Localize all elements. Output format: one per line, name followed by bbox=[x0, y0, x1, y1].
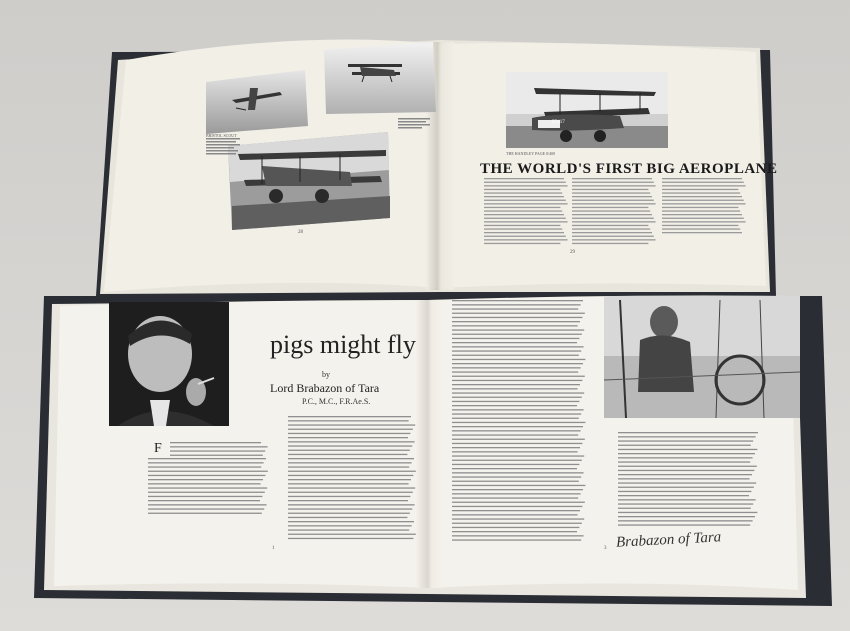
text-line bbox=[484, 196, 564, 197]
page-number-upper-right: 29 bbox=[570, 250, 575, 255]
text-line bbox=[148, 496, 262, 497]
text-line bbox=[452, 468, 577, 469]
text-line bbox=[148, 508, 264, 509]
text-line bbox=[662, 189, 738, 190]
text-line bbox=[452, 506, 582, 507]
photo-caption-scout: BRISTOL SCOUT bbox=[206, 133, 237, 138]
text-line bbox=[288, 521, 414, 522]
text-line bbox=[484, 214, 564, 215]
text-line bbox=[484, 225, 560, 226]
text-line bbox=[452, 476, 581, 477]
text-line bbox=[288, 458, 414, 459]
text-line bbox=[288, 529, 409, 530]
text-line bbox=[572, 218, 654, 219]
text-line bbox=[452, 472, 584, 473]
text-line bbox=[662, 185, 746, 186]
text-line bbox=[452, 304, 581, 305]
text-line bbox=[572, 185, 656, 186]
text-line bbox=[288, 424, 415, 425]
text-line bbox=[452, 434, 578, 435]
text-line bbox=[452, 325, 578, 326]
text-line bbox=[618, 495, 749, 496]
text-line bbox=[484, 221, 568, 222]
text-line bbox=[572, 189, 648, 190]
text-line bbox=[452, 308, 578, 309]
text-line bbox=[618, 508, 751, 509]
text-line bbox=[572, 203, 656, 204]
text-line bbox=[452, 481, 579, 482]
text-line bbox=[484, 232, 564, 233]
page-number-upper-left: 28 bbox=[298, 230, 303, 235]
text-line bbox=[452, 493, 581, 494]
text-line bbox=[618, 524, 750, 525]
text-line bbox=[452, 413, 581, 414]
text-line bbox=[484, 228, 562, 229]
text-line bbox=[452, 497, 578, 498]
text-line bbox=[148, 513, 262, 514]
text-line bbox=[452, 539, 581, 540]
text-line bbox=[484, 236, 566, 237]
text-line bbox=[572, 207, 648, 208]
text-line bbox=[452, 397, 582, 398]
photo-brabazon-aircraft bbox=[604, 296, 800, 418]
text-line bbox=[618, 436, 756, 437]
text-line bbox=[288, 504, 415, 505]
text-line bbox=[288, 441, 415, 442]
chapter-title: pigs might fly bbox=[270, 330, 416, 359]
photo-portrait-brabazon bbox=[109, 302, 229, 426]
aircraft-serial: F5417 bbox=[552, 120, 565, 125]
text-line bbox=[572, 236, 654, 237]
text-line bbox=[288, 538, 413, 539]
text-line bbox=[452, 321, 580, 322]
text-line bbox=[452, 510, 580, 511]
text-line bbox=[452, 409, 584, 410]
text-line bbox=[452, 342, 577, 343]
text-line bbox=[288, 433, 410, 434]
text-line bbox=[572, 182, 654, 183]
text-line bbox=[452, 380, 582, 381]
text-line bbox=[288, 508, 412, 509]
text-line bbox=[288, 475, 413, 476]
text-line bbox=[618, 478, 750, 479]
text-line bbox=[484, 200, 566, 201]
text-line bbox=[288, 445, 412, 446]
text-line bbox=[662, 228, 740, 229]
text-line bbox=[662, 232, 742, 233]
text-line bbox=[662, 214, 742, 215]
text-line bbox=[288, 471, 416, 472]
text-line bbox=[572, 228, 650, 229]
text-line bbox=[148, 475, 265, 476]
text-line bbox=[452, 313, 585, 314]
text-line bbox=[484, 203, 568, 204]
drop-cap: F bbox=[154, 441, 162, 456]
text-line bbox=[572, 243, 648, 244]
text-line bbox=[452, 418, 579, 419]
page-number-lower-left: 1 bbox=[272, 546, 275, 551]
text-line bbox=[618, 470, 754, 471]
text-line bbox=[662, 225, 738, 226]
text-line bbox=[288, 492, 413, 493]
text-line bbox=[618, 491, 751, 492]
text-line bbox=[288, 513, 410, 514]
text-line bbox=[484, 185, 568, 186]
text-line bbox=[484, 192, 562, 193]
text-line bbox=[452, 384, 580, 385]
text-line bbox=[288, 496, 410, 497]
text-line bbox=[148, 483, 261, 484]
author-name: Lord Brabazon of Tara bbox=[270, 381, 380, 395]
text-line bbox=[484, 182, 566, 183]
text-line bbox=[618, 466, 757, 467]
text-line bbox=[452, 502, 585, 503]
text-line bbox=[148, 466, 261, 467]
text-line bbox=[452, 485, 585, 486]
text-line bbox=[288, 479, 411, 480]
text-line bbox=[288, 517, 407, 518]
text-line bbox=[618, 445, 751, 446]
text-line bbox=[288, 500, 408, 501]
text-line bbox=[572, 225, 648, 226]
text-line bbox=[452, 535, 584, 536]
text-line bbox=[452, 367, 581, 368]
text-line bbox=[484, 178, 564, 179]
text-line bbox=[452, 363, 583, 364]
text-line bbox=[618, 440, 753, 441]
text-line bbox=[148, 458, 266, 459]
page-number-lower-right: 3 bbox=[604, 546, 607, 551]
text-line bbox=[618, 457, 753, 458]
text-line bbox=[452, 401, 579, 402]
text-line bbox=[452, 346, 584, 347]
text-line bbox=[452, 388, 578, 389]
text-line bbox=[452, 447, 580, 448]
text-line bbox=[452, 392, 584, 393]
text-line bbox=[452, 376, 585, 377]
text-line bbox=[170, 450, 265, 451]
text-line bbox=[662, 210, 740, 211]
text-line bbox=[148, 500, 260, 501]
text-line bbox=[170, 455, 263, 456]
text-line bbox=[662, 203, 746, 204]
text-line bbox=[452, 527, 579, 528]
author-signature: Brabazon of Tara bbox=[615, 529, 722, 551]
text-line bbox=[662, 196, 742, 197]
text-line bbox=[618, 474, 752, 475]
text-line bbox=[484, 218, 566, 219]
text-line bbox=[618, 499, 756, 500]
text-line bbox=[288, 483, 409, 484]
text-line bbox=[452, 426, 583, 427]
text-line bbox=[288, 420, 409, 421]
text-line bbox=[618, 487, 754, 488]
text-line bbox=[288, 450, 410, 451]
byline-by: by bbox=[322, 370, 330, 379]
text-line bbox=[618, 449, 757, 450]
text-line bbox=[452, 439, 585, 440]
text-line bbox=[662, 192, 740, 193]
text-line bbox=[288, 429, 413, 430]
photo-handley-page bbox=[506, 72, 668, 148]
text-line bbox=[288, 487, 415, 488]
text-line bbox=[572, 221, 656, 222]
text-line bbox=[288, 462, 412, 463]
text-line bbox=[452, 514, 578, 515]
text-line bbox=[452, 460, 582, 461]
text-line bbox=[618, 512, 757, 513]
text-line bbox=[572, 178, 652, 179]
photo-biplane-ground bbox=[228, 132, 390, 230]
text-line bbox=[288, 525, 412, 526]
text-line bbox=[148, 487, 267, 488]
text-line bbox=[452, 405, 577, 406]
text-line bbox=[148, 504, 267, 505]
text-line bbox=[170, 446, 268, 447]
text-line bbox=[572, 192, 650, 193]
text-line bbox=[452, 531, 577, 532]
text-line bbox=[618, 520, 753, 521]
text-line bbox=[662, 182, 744, 183]
text-line bbox=[288, 454, 407, 455]
text-line bbox=[618, 503, 753, 504]
text-line bbox=[484, 239, 568, 240]
text-line bbox=[452, 355, 579, 356]
text-line bbox=[618, 482, 756, 483]
text-line bbox=[572, 214, 652, 215]
text-line bbox=[662, 178, 742, 179]
text-line bbox=[452, 300, 583, 301]
text-line bbox=[148, 471, 268, 472]
text-line bbox=[148, 492, 265, 493]
text-line bbox=[452, 464, 579, 465]
text-line bbox=[452, 523, 582, 524]
text-line bbox=[572, 239, 656, 240]
photo-caption-handley: THE HANDLEY PAGE 0/400 bbox=[506, 151, 556, 156]
text-line bbox=[288, 437, 408, 438]
text-line bbox=[572, 200, 654, 201]
text-line bbox=[452, 359, 585, 360]
text-line bbox=[618, 516, 755, 517]
text-line bbox=[572, 210, 650, 211]
text-line bbox=[618, 453, 755, 454]
text-line bbox=[452, 451, 578, 452]
text-line bbox=[662, 207, 738, 208]
text-line bbox=[452, 317, 582, 318]
text-line bbox=[484, 210, 562, 211]
text-line bbox=[452, 329, 584, 330]
text-line bbox=[662, 200, 744, 201]
text-line bbox=[572, 196, 652, 197]
text-line bbox=[618, 432, 758, 433]
text-line bbox=[452, 422, 585, 423]
text-line bbox=[452, 334, 582, 335]
text-line bbox=[148, 479, 263, 480]
text-line bbox=[452, 443, 582, 444]
text-line bbox=[452, 350, 581, 351]
text-line bbox=[170, 442, 261, 443]
text-line bbox=[288, 416, 411, 417]
text-line bbox=[452, 455, 584, 456]
text-line bbox=[452, 430, 581, 431]
text-line bbox=[148, 462, 264, 463]
text-line bbox=[452, 338, 579, 339]
text-line bbox=[484, 207, 560, 208]
author-honours: P.C., M.C., F.R.Ae.S. bbox=[302, 397, 371, 406]
chapter-heading-aeroplane: THE WORLD'S FIRST BIG AEROPLANE bbox=[480, 161, 778, 177]
text-line bbox=[452, 518, 584, 519]
photo-biplane-flying bbox=[324, 42, 436, 114]
text-line bbox=[452, 489, 583, 490]
text-line bbox=[618, 461, 750, 462]
text-line bbox=[662, 218, 744, 219]
text-line bbox=[484, 243, 560, 244]
text-line bbox=[572, 232, 652, 233]
text-line bbox=[452, 371, 578, 372]
text-line bbox=[288, 466, 409, 467]
text-line bbox=[288, 534, 416, 535]
text-line bbox=[484, 189, 560, 190]
text-line bbox=[662, 221, 746, 222]
